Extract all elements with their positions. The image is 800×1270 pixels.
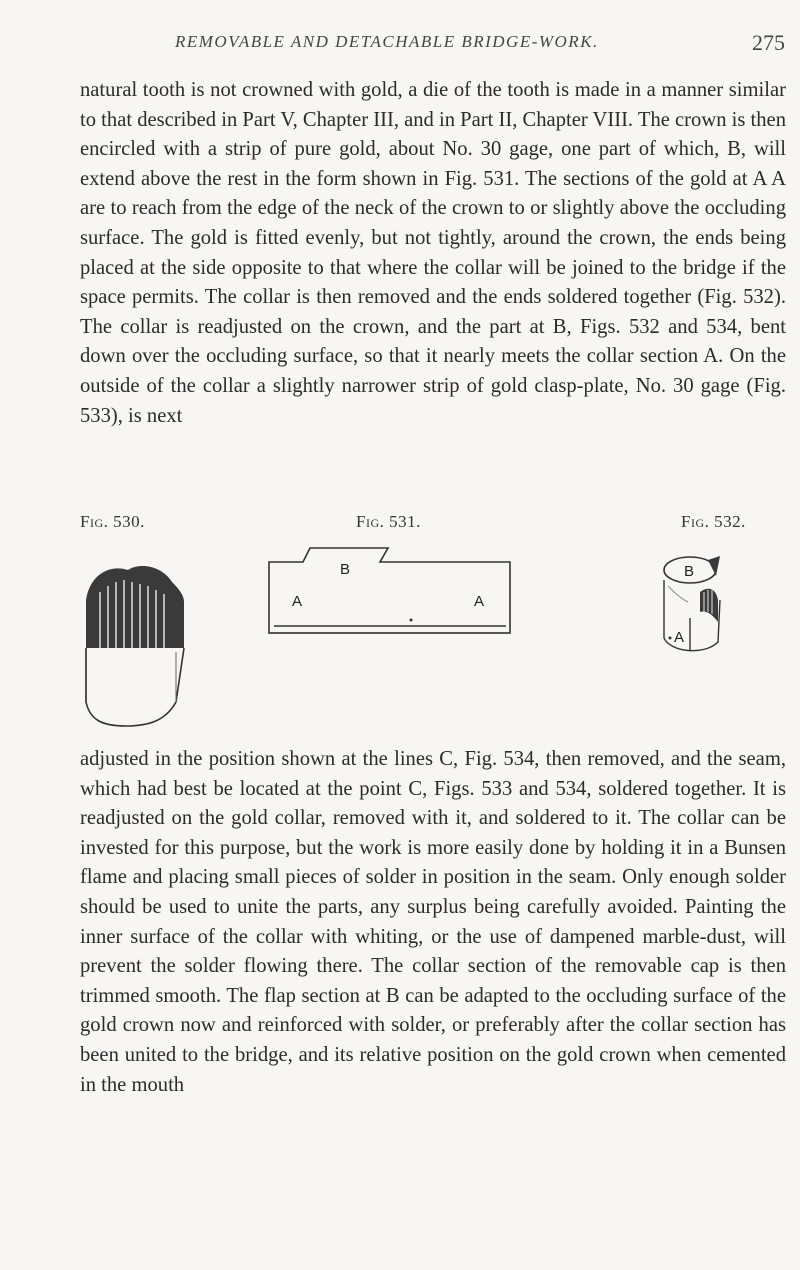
fig-530-label: Fig. 530.	[80, 512, 145, 531]
running-header	[80, 30, 785, 70]
body-paragraph-1: natural tooth is not crowned with gold, a die of the tooth is made in a manner similar to that described in Part V, Chapter III, and in Part II, Chapter VIII. The crown is then encircled with a strip of pure gold, about No. 30 gage, one part of which, B, will extend above the rest in the form shown in Fig. 531. The sections of the gold at A A are to reach from the edge of the neck of the crown to or slightly above the occluding surface. The gold is fitted evenly, but not tightly, around the crown, the ends being placed at the side opposite to that where the collar will be joined to the bridge if the space permits. The collar is then removed and the ends soldered together (Fig. 532). The collar is readjusted on the crown, and the part at B, Figs. 532 and 534, bent down over the occluding surface, so that it nearly meets the collar section A. On the outside of the collar a slightly narrower strip of gold clasp-plate, No. 30 gage (Fig. 533), is next	[80, 79, 786, 427]
page-number: 275	[752, 30, 785, 55]
fig-532-label: Fig. 532.	[681, 512, 746, 531]
fig-531-letter-a-right: A	[474, 593, 485, 610]
fig-531-label: Fig. 531.	[356, 512, 421, 531]
fig-531-letter-a-left: A	[292, 593, 303, 610]
fig-532-letter-a: A	[674, 629, 685, 646]
fig-532-collar-drawing	[660, 552, 730, 662]
fig-531-strip-drawing	[262, 546, 522, 641]
body-paragraph-2: adjusted in the position shown at the lines C, Fig. 534, then removed, and the seam, which had best be located at the point C, Figs. 533 and 534, soldered together. It is readjusted on the gold collar, removed with it, and soldered to it. The collar can be invested for this purpose, but the work is more easily done by holding it in a Bunsen flame and placing small pieces of solder in position in the seam. Only enough solder should be used to unite the parts, any surplus being carefully avoided. Painting the inner surface of the collar with whiting, or the use of dampened marble-dust, will prevent the solder flowing there. The collar section of the removable cap is then trimmed smooth. The flap section at B can be adapted to the occluding surface of the gold crown now and reinforced with solder, or preferably after the collar section has been united to the bridge, and its relative position on the gold crown when cemented in the mouth	[80, 748, 786, 1096]
fig-530-crown-drawing	[80, 552, 190, 732]
fig-532-letter-b: B	[684, 563, 695, 580]
fig-531-letter-b: B	[340, 561, 351, 578]
running-title: REMOVABLE AND DETACHABLE BRIDGE-WORK.	[175, 32, 599, 51]
